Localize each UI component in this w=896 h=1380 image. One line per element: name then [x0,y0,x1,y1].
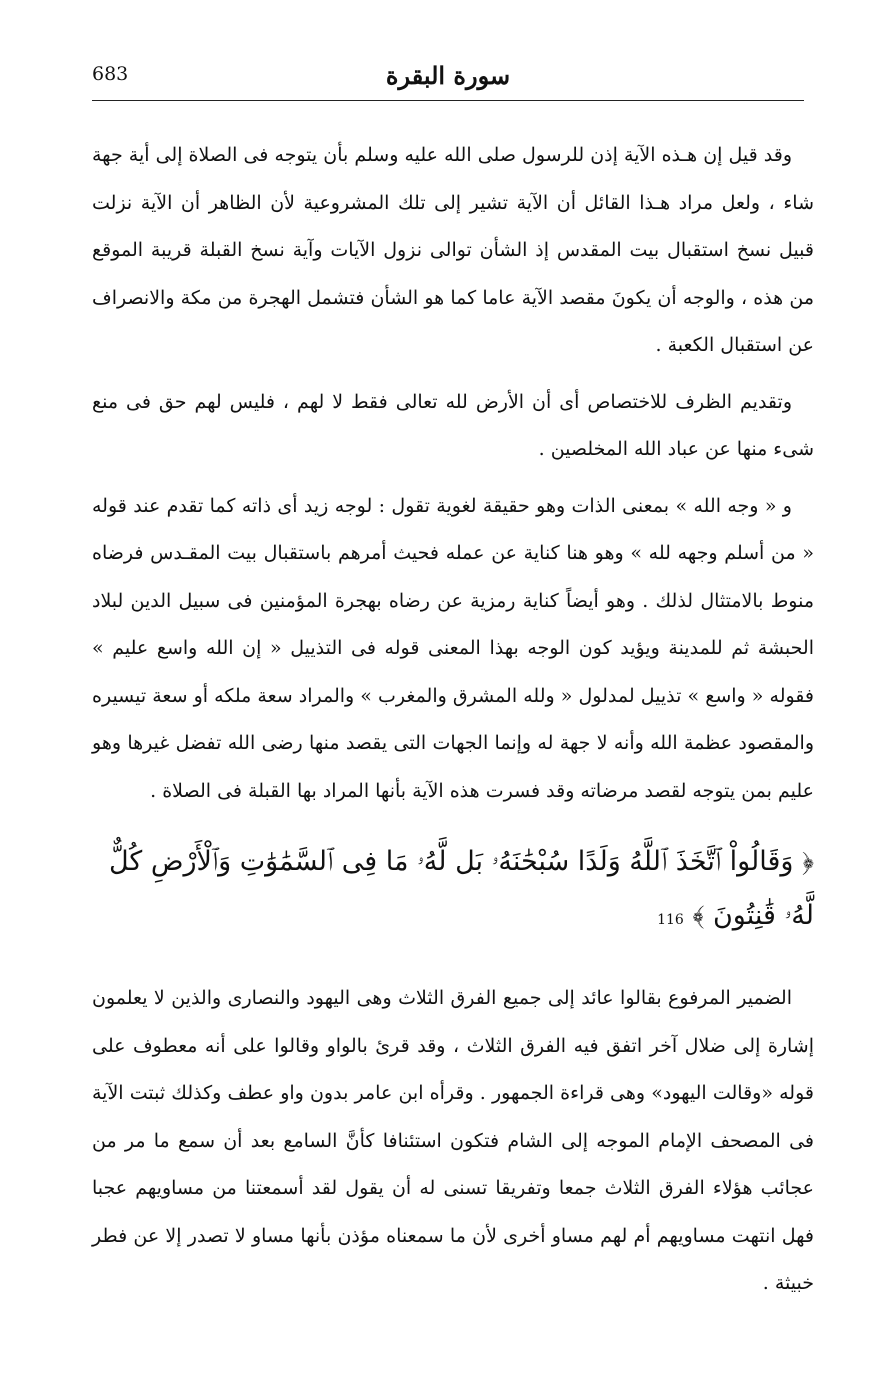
paragraph: وقد قيل إن هـذه الآية إذن للرسول صلى الله عليه وسلم بأن يتوجه فى الصلاة إلى أية جهة شاء ، ولعل مراد هـذا القائل أن الآية تشير إلى تلك المشروعية لأن الظاهر أن الآية نزلت قبيل نسخ استقبال بيت المقدس إذ الشأن توالى نزول الآيات وآية نسخ القبلة قريبة الموقع من هذه ، والوجه أن يكونَ مقصد الآية عاما كما هو الشأن فتشمل الهجرة من مكة والانصراف عن استقبال الكعبة . [92,144,814,356]
paragraph: وتقديم الظرف للاختصاص أى أن الأرض لله تعالى فقط لا لهم ، فليس لهم حق فى منع شىء منها عن عباد الله المخلصين . [92,390,814,460]
page-body [92,132,814,1317]
verse-number: 116 [657,912,684,928]
page-title: سورة البقرة [385,61,511,90]
page-number: 683 [92,63,129,85]
header-rule [92,100,804,101]
quran-verse [92,835,814,947]
page-header [92,55,804,101]
verse-text: ﴿ وَقَالُواْ ٱتَّخَذَ ٱللَّهُ وَلَدًا سُبْحَٰنَهُۥ بَل لَّهُۥ مَا فِى ٱلسَّمَٰوَٰتِ وَٱلْأَرْضِ كُلٌّ لَّهُۥ قَٰنِتُونَ ﴾ [108,846,814,931]
paragraph: و « وجه الله » بمعنى الذات وهو حقيقة لغوية تقول : لوجه زيد أى ذاته كما تقدم عند قوله « من أسلم وجهه لله » وهو هنا كناية عن عمله فحيث أمرهم باستقبال بيت المقـدس فرضاه منوط بالامتثال لذلك . وهو أيضاً كناية رمزية عن رضاه بهجرة المؤمنين فى سبيل الدين لبلاد الحبشة ثم للمدينة ويؤيد كون الوجه بهذا المعنى قوله فى التذييل « إن الله واسع عليم » فقوله « واسع » تذييل لمدلول « ولله المشرق والمغرب » والمراد سعة ملكه أو سعة تيسيره والمقصود عظمة الله وأنه لا جهة له وإنما الجهات التى يقصد منها رضى الله تفضل غيرها وهو عليم بمن يتوجه لقصد مرضاته وقد فسرت هذه الآية بأنها المراد بها القبلة فى الصلاة . [92,494,814,802]
paragraph: الضمير المرفوع بقالوا عائد إلى جميع الفرق الثلاث وهى اليهود والنصارى والذين لا يعلمون إشارة إلى ضلال آخر اتفق فيه الفرق الثلاث ، وقد قرئ بالواو وقالوا على أنه معطوف على قوله «وقالت اليهود» وهى قراءة الجمهور . وقرأه ابن عامر بدون واو عطف وكذلك ثبتت الآية فى المصحف الإمام الموجه إلى الشام فتكون استئنافا كأنَّ السامع بعد أن سمع ما مر من عجائب هؤلاء الفرق الثلاث جمعا وتفريقا تسنى له أن يقول لقد أسمعتنا من مساويهم عجبا فهل انتهت مساويهم أم لهم مساو أخرى لأن ما سمعناه مؤذن بأنها مساو لا تصدر إلا عن فطر خبيثة . [92,987,814,1294]
